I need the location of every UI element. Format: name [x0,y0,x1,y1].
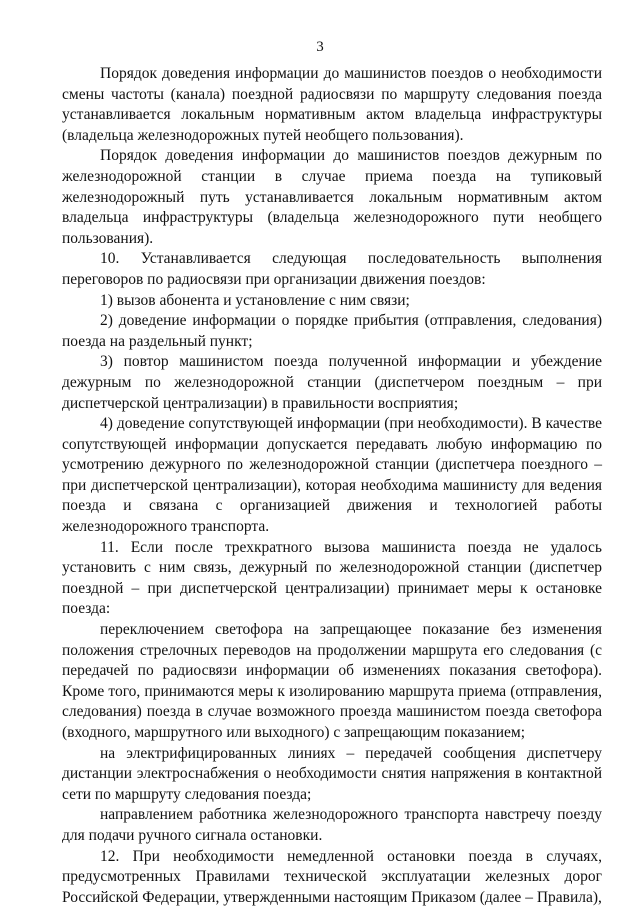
list-item-4: 4) доведение сопутствующей информации (при необходимости). В качестве сопутствующей информации допускается передавать любую информацию по усмотрению дежурного по железнодорожной станции (диспетчера поездного – при диспетчерской централизации), которая необходима машинисту для ведения поезда и связана с организацией движения и технологией работы железнодорожного транспорта. [62,415,602,536]
paragraph-item-10: 10. Устанавливается следующая последовательность выполнения переговоров по радиосвязи при организации движения поездов: [62,250,602,288]
document-body [62,64,602,908]
list-item-1: 1) вызов абонента и установление с ним связи; [100,291,410,309]
paragraph-signal-switch: переключением светофора на запрещающее показание без изменения положения стрелочных переводов на продолжении маршрута его следования (с передачей по радиосвязи информации об изменениях показания светофора). Кроме того, принимаются меры к изолированию маршрута приема (отправления, следования) поезда в случае возможного проезда машинистом поезда светофора (входного, маршрутного или выходного) с запрещающим показанием; [62,621,602,741]
paragraph-item-12: 12. При необходимости немедленной остановки поезда в случаях, предусмотренных Правилами технической эксплуатации железных дорог Российской Федерации, утвержденными настоящим Приказом (далее – Правила), [62,847,602,906]
page-number: 3 [316,39,324,55]
paragraph-dead-end-track: Порядок доведения информации до машинистов поездов дежурным по железнодорожной станции в случае приема поезда на тупиковый железнодорожный путь устанавливается локальным нормативным актом владельца инфраструктуры (владельца железнодорожного пути необщего пользования). [62,147,602,247]
paragraph-frequency-change: Порядок доведения информации до машинистов поездов о необходимости смены частоты (канала) поездной радиосвязи по маршруту следования поезда устанавливается локальным нормативным актом владельца инфраструктуры (владельца железнодорожных путей необщего пользования). [62,65,602,144]
paragraph-electrified-lines: на электрифицированных линиях – передачей сообщения диспетчеру дистанции электроснабжения о необходимости снятия напряжения в контактной сети по маршруту следования поезда; [62,744,602,803]
list-item-3: 3) повтор машинистом поезда полученной информации и убеждение дежурным по железнодорожной станции (диспетчером поездным – при диспетчерской централизации) в правильности восприятия; [62,353,602,412]
list-item-2: 2) доведение информации о порядке прибытия (отправления, следования) поезда на раздельный пункт; [62,312,602,350]
paragraph-item-11: 11. Если после трехкратного вызова машиниста поезда не удалось установить с ним связь, дежурный по железнодорожной станции (диспетчер поездной – при диспетчерской централизации) принимает меры к остановке поезда: [62,538,602,618]
paragraph-worker-signal: направлением работника железнодорожного транспорта навстречу поезду для подачи ручного сигнала остановки. [62,806,602,844]
